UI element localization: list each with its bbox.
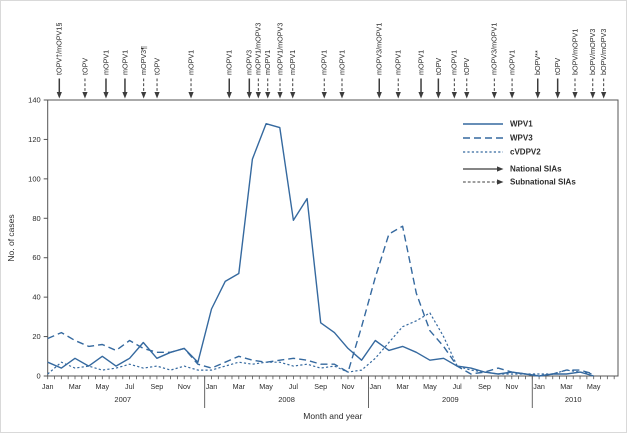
- sia-arrow-head: [277, 92, 282, 99]
- sia-arrow-label: mOPV1: [393, 49, 403, 75]
- x-year-label: 2007: [114, 395, 132, 404]
- sia-arrow-national: [101, 50, 110, 99]
- sia-arrow-label: bOPV/mOPV3: [588, 28, 598, 75]
- x-month-label: Jan: [369, 382, 382, 391]
- sia-arrow-subnational: [152, 58, 161, 99]
- sia-arrow-subnational: [337, 50, 346, 99]
- x-month-label: Mar: [68, 382, 82, 391]
- sia-arrow-subnational: [254, 23, 263, 99]
- sia-arrow-subnational: [263, 50, 272, 99]
- sia-arrow-head: [436, 92, 441, 99]
- x-month-label: Nov: [341, 382, 355, 391]
- sia-arrow-head: [122, 92, 127, 99]
- sia-arrow-head: [555, 92, 560, 99]
- sia-arrow-label: mOPV1: [120, 49, 130, 75]
- y-tick-label: 20: [32, 332, 41, 342]
- sia-arrow-subnational: [394, 50, 403, 99]
- sia-arrow-label: tOPV: [553, 57, 563, 75]
- sia-arrow-label: tOPV: [462, 57, 472, 75]
- x-axis: [42, 376, 614, 421]
- sia-arrow-label: mOPV3¶: [139, 45, 149, 75]
- x-month-label: May: [423, 382, 437, 391]
- x-month-label: Jul: [288, 382, 299, 391]
- legend-label: National SIAs: [510, 164, 562, 174]
- x-month-label: Sep: [478, 382, 491, 391]
- legend: [463, 120, 576, 187]
- x-month-label: May: [586, 382, 601, 391]
- sia-arrow-head: [377, 92, 382, 99]
- sia-arrow-head: [418, 92, 423, 99]
- chart-line-wpv1: [48, 124, 594, 376]
- legend-label: cVDPV2: [510, 147, 541, 157]
- sia-arrow-national: [434, 58, 443, 99]
- sia-arrow-head: [396, 92, 401, 99]
- sia-arrow-label: mOPV1/mOPV3: [275, 22, 285, 75]
- sia-arrow-label: bOPV/mOPV3: [599, 28, 609, 75]
- sia-arrow-head: [464, 92, 469, 99]
- sia-arrow-subnational: [462, 58, 471, 99]
- sia-arrow-head: [265, 92, 270, 99]
- sia-arrow-subnational: [588, 29, 597, 99]
- sia-arrow-subnational: [450, 50, 459, 99]
- sia-arrow-label: mOPV1: [507, 49, 517, 75]
- y-tick-label: 120: [28, 134, 41, 144]
- x-month-label: Jul: [452, 382, 462, 391]
- polio-cases-chart: [1, 1, 627, 433]
- sia-arrow-label: tOPV: [433, 57, 443, 75]
- sia-arrow-label: bOPV**: [533, 50, 543, 75]
- sia-arrow-label: bOPV/mOPV1: [570, 28, 580, 75]
- sia-arrow-national: [55, 23, 64, 99]
- sia-arrow-head: [590, 92, 595, 99]
- x-month-label: Jan: [533, 382, 545, 391]
- sia-arrow-head: [535, 92, 540, 99]
- sia-arrow-head: [601, 92, 606, 99]
- sia-arrow-subnational: [186, 50, 195, 99]
- sia-arrow-head: [188, 92, 193, 99]
- sia-arrow-head: [103, 92, 108, 99]
- sia-arrow-head: [572, 92, 577, 99]
- sia-arrow-head: [141, 92, 146, 99]
- sia-arrow-head: [452, 92, 457, 99]
- sia-arrow-head: [509, 92, 514, 99]
- sia-arrow-national: [553, 58, 562, 99]
- x-year-label: 2008: [278, 395, 295, 404]
- sia-arrow-subnational: [139, 46, 148, 99]
- sia-arrow-head: [339, 92, 344, 99]
- x-axis-title: Month and year: [303, 411, 363, 421]
- sia-arrow-label: mOPV3/mOPV1: [489, 22, 499, 75]
- sia-arrow-national: [120, 50, 129, 99]
- y-tick-label: 0: [36, 371, 41, 381]
- sia-arrow-head: [290, 92, 295, 99]
- sia-arrow-label: mOPV1: [416, 49, 426, 75]
- x-month-label: Nov: [177, 382, 191, 391]
- sia-arrow-national: [225, 50, 234, 99]
- sia-arrow-label: mOPV1: [263, 49, 273, 75]
- y-axis-title: No. of cases: [6, 214, 16, 262]
- sia-arrow-label: tOPV: [152, 57, 162, 75]
- y-axis: [6, 96, 48, 381]
- sia-arrow-subnational: [570, 29, 579, 99]
- x-month-label: Jan: [41, 382, 54, 391]
- sia-arrow-head: [154, 92, 159, 99]
- legend-label: WPV1: [510, 119, 533, 129]
- x-month-label: Sep: [150, 382, 164, 391]
- sia-arrow-head: [247, 92, 252, 99]
- sia-arrow-label: mOPV1/mOPV3: [253, 22, 263, 75]
- x-month-label: Mar: [232, 382, 245, 391]
- sia-arrow-label: mOPV1: [186, 49, 196, 75]
- sia-arrow-head: [57, 92, 62, 99]
- sia-arrow-national: [245, 50, 254, 99]
- sia-arrow-head: [492, 92, 497, 99]
- x-year-label: 2010: [564, 395, 582, 404]
- y-tick-label: 100: [28, 174, 41, 184]
- sia-arrow-label: tOPV†/mOPV1§: [54, 22, 64, 75]
- x-month-label: Mar: [396, 382, 409, 391]
- sia-arrow-subnational: [507, 50, 516, 99]
- sia-arrow-label: tOPV: [80, 57, 90, 75]
- series-lines: [48, 124, 594, 376]
- sia-arrow-national: [375, 23, 384, 99]
- y-tick-label: 80: [32, 213, 41, 223]
- sia-arrow-label: mOPV1: [337, 49, 347, 75]
- sia-arrow-label: mOPV1: [319, 49, 329, 75]
- sia-arrow-head: [322, 92, 327, 99]
- x-year-label: 2009: [442, 395, 459, 404]
- sia-arrows: [55, 23, 608, 99]
- x-month-label: Jul: [124, 382, 135, 391]
- x-month-label: May: [259, 382, 273, 391]
- legend-label: WPV3: [510, 133, 533, 143]
- sia-arrow-subnational: [490, 23, 499, 99]
- sia-arrow-label: mOPV1: [224, 49, 234, 75]
- legend-arrow-head: [497, 179, 504, 184]
- sia-arrow-subnational: [320, 50, 329, 99]
- y-tick-label: 40: [32, 292, 41, 302]
- y-tick-label: 140: [28, 95, 41, 105]
- y-tick-label: 60: [32, 253, 41, 263]
- sia-arrow-subnational: [288, 50, 297, 99]
- sia-arrow-subnational: [275, 23, 284, 99]
- sia-arrow-national: [533, 50, 542, 98]
- sia-arrow-subnational: [599, 29, 608, 99]
- sia-arrow-label: mOPV1: [449, 49, 459, 75]
- legend-arrow-head: [497, 166, 504, 171]
- x-month-label: May: [95, 382, 110, 391]
- sia-arrow-label: mOPV1: [288, 49, 298, 75]
- sia-arrow-head: [82, 92, 87, 99]
- x-month-label: Sep: [314, 382, 328, 391]
- x-month-label: Nov: [505, 382, 519, 391]
- sia-arrow-head: [227, 92, 232, 99]
- legend-label: Subnational SIAs: [510, 177, 576, 187]
- sia-arrow-label: mOPV3/mOPV1: [374, 22, 384, 75]
- x-month-label: Mar: [560, 382, 573, 391]
- sia-arrow-label: mOPV1: [101, 49, 111, 75]
- sia-arrow-national: [416, 50, 425, 99]
- chart-line-wpv3: [48, 226, 594, 376]
- sia-arrow-subnational: [80, 58, 89, 99]
- x-month-label: Jan: [205, 382, 218, 391]
- sia-arrow-head: [256, 92, 261, 99]
- sia-arrow-label: mOPV3: [244, 49, 254, 75]
